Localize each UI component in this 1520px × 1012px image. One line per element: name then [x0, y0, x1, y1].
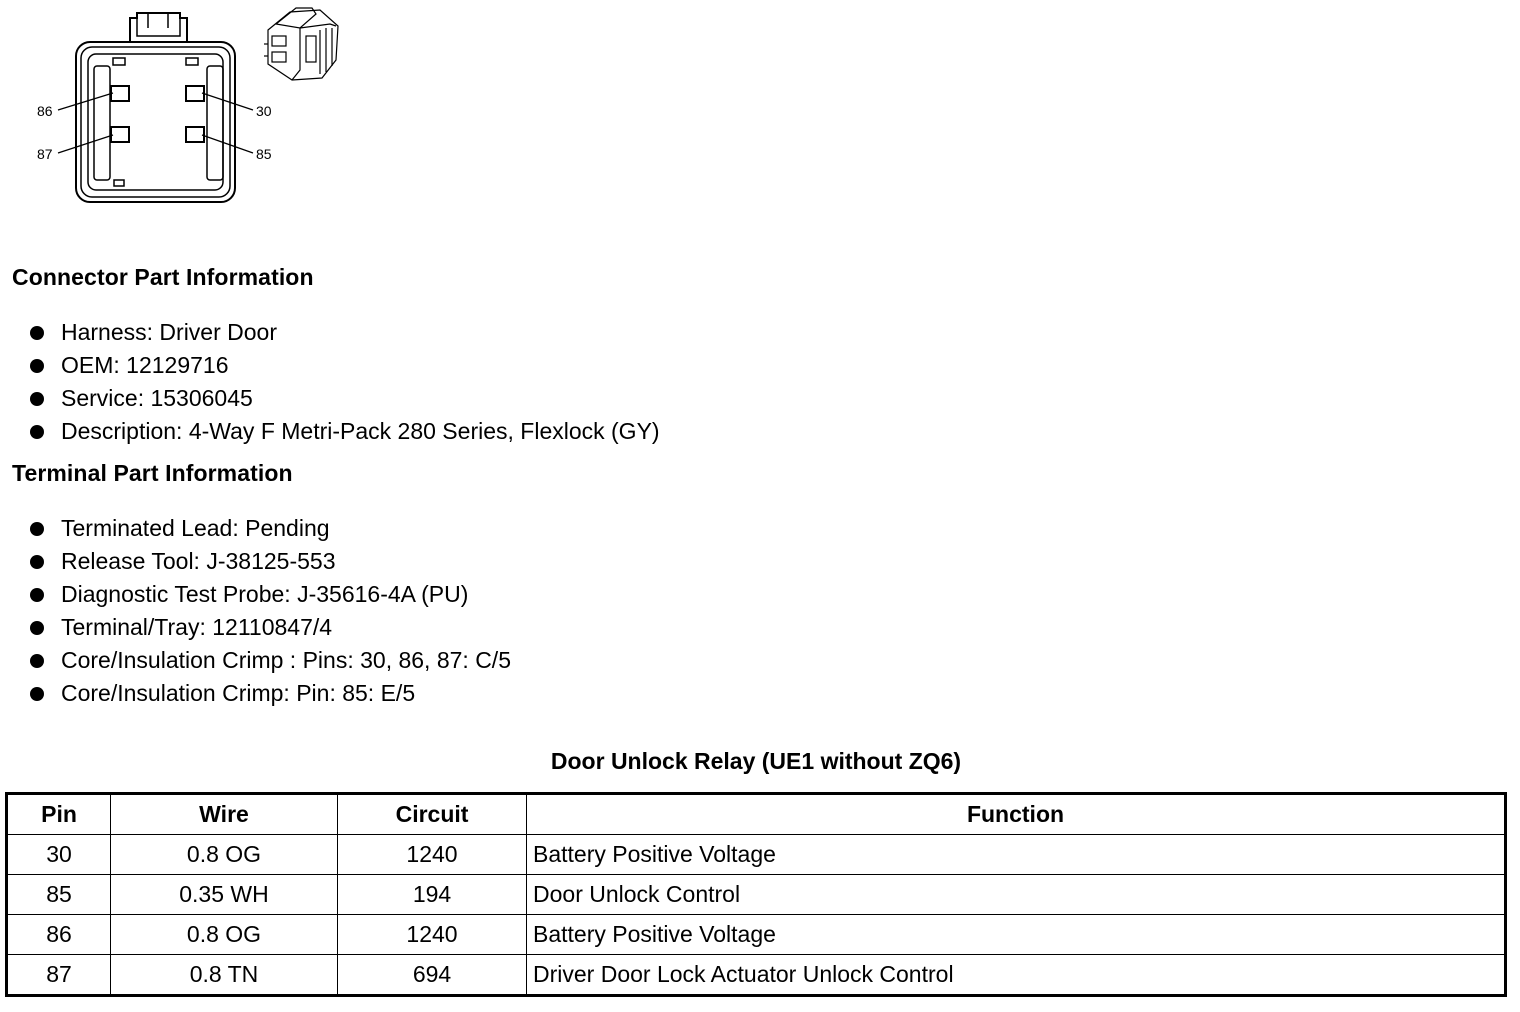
cell-function: Driver Door Lock Actuator Unlock Control — [527, 955, 1506, 996]
column-header-circuit: Circuit — [338, 794, 527, 835]
bullet-icon — [30, 621, 44, 635]
list-item: Description: 4-Way F Metri-Pack 280 Series, Flexlock (GY) — [0, 415, 660, 448]
connector-info-list — [0, 316, 660, 448]
bullet-icon — [30, 425, 44, 439]
bullet-icon — [30, 687, 44, 701]
connector-diagram — [0, 0, 360, 215]
table-row — [7, 955, 1506, 996]
pin-label: 87 — [37, 146, 53, 162]
column-header-function: Function — [527, 794, 1506, 835]
cell-pin: 87 — [7, 955, 111, 996]
cell-circuit: 1240 — [338, 835, 527, 875]
pin-label: 85 — [256, 146, 272, 162]
table-row — [7, 915, 1506, 955]
list-item: Service: 15306045 — [0, 382, 660, 415]
list-item: Terminated Lead: Pending — [0, 512, 511, 545]
cell-wire: 0.35 WH — [111, 875, 338, 915]
cell-wire: 0.8 OG — [111, 915, 338, 955]
pin-label: 86 — [37, 103, 53, 119]
bullet-icon — [30, 588, 44, 602]
cell-function: Door Unlock Control — [527, 875, 1506, 915]
cell-wire: 0.8 OG — [111, 835, 338, 875]
list-item: Core/Insulation Crimp : Pins: 30, 86, 87: C/5 — [0, 644, 511, 677]
list-item: Terminal/Tray: 12110847/4 — [0, 611, 511, 644]
list-item: Harness: Driver Door — [0, 316, 660, 349]
bullet-icon — [30, 555, 44, 569]
bullet-icon — [30, 654, 44, 668]
table-header-row — [7, 794, 1506, 835]
column-header-wire: Wire — [111, 794, 338, 835]
column-header-pin: Pin — [7, 794, 111, 835]
bullet-icon — [30, 522, 44, 536]
list-item: OEM: 12129716 — [0, 349, 660, 382]
cell-pin: 86 — [7, 915, 111, 955]
cell-function: Battery Positive Voltage — [527, 915, 1506, 955]
cell-pin: 30 — [7, 835, 111, 875]
table-row — [7, 835, 1506, 875]
cell-circuit: 1240 — [338, 915, 527, 955]
cell-circuit: 194 — [338, 875, 527, 915]
pin-label: 30 — [256, 103, 272, 119]
terminal-info-list — [0, 512, 511, 710]
list-item: Release Tool: J-38125-553 — [0, 545, 511, 578]
cell-wire: 0.8 TN — [111, 955, 338, 996]
cell-function: Battery Positive Voltage — [527, 835, 1506, 875]
table-row — [7, 875, 1506, 915]
cell-circuit: 694 — [338, 955, 527, 996]
terminal-info-heading: Terminal Part Information — [12, 460, 293, 486]
list-item: Core/Insulation Crimp: Pin: 85: E/5 — [0, 677, 511, 710]
bullet-icon — [30, 359, 44, 373]
bullet-icon — [30, 392, 44, 406]
list-item: Diagnostic Test Probe: J-35616-4A (PU) — [0, 578, 511, 611]
connector-info-heading: Connector Part Information — [12, 264, 314, 290]
cell-pin: 85 — [7, 875, 111, 915]
connector-3d-icon — [264, 8, 338, 80]
table-title: Door Unlock Relay (UE1 without ZQ6) — [550, 748, 962, 774]
pin-table — [5, 792, 1507, 997]
bullet-icon — [30, 326, 44, 340]
